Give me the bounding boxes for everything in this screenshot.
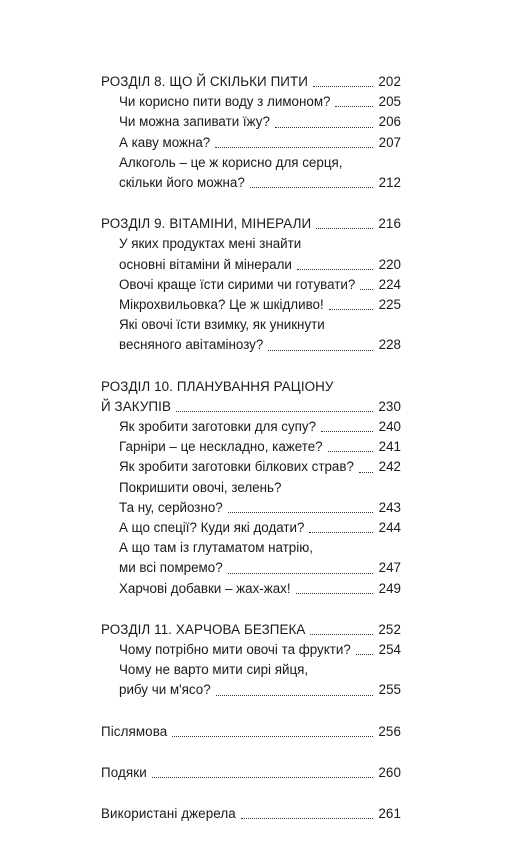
- toc-backmatter-entry: [101, 804, 401, 824]
- dot-leader: [275, 127, 373, 128]
- toc-chapter-heading-line-1: [101, 377, 401, 397]
- entry-title: Мікрохвильовка? Це ж шкідливо!: [119, 297, 324, 313]
- toc-entry: [101, 112, 401, 132]
- toc-afterword: [101, 722, 401, 742]
- entry-title: Які овочі їсти взимку, як уникнути: [119, 317, 325, 333]
- entry-title: Харчові добавки – жах-жах!: [119, 580, 291, 596]
- page-number: 230: [378, 398, 401, 414]
- entry-title: Чому не варто мити сирі яйця,: [119, 662, 309, 678]
- toc-entry-line-1: [101, 153, 401, 173]
- page-number: 228: [378, 337, 401, 353]
- entry-title: А що спеції? Куди які додати?: [119, 520, 305, 536]
- toc-chapter-heading: [101, 72, 401, 92]
- toc-entry-line-1: [101, 660, 401, 680]
- toc-entry-line-2: [101, 173, 401, 193]
- dot-leader: [316, 228, 373, 229]
- dot-leader: [360, 289, 373, 290]
- entry-title-continued: основні вітаміни й мінерали: [119, 256, 292, 272]
- toc-entry-line-2: [101, 680, 401, 700]
- entry-title-continued: скільки його можна?: [119, 175, 245, 191]
- page-number: 220: [378, 256, 401, 272]
- toc-chapter-heading: [101, 620, 401, 640]
- dot-leader: [216, 695, 373, 696]
- entry-title: У яких продуктах мені знайти: [119, 236, 302, 252]
- dot-leader: [321, 431, 373, 432]
- toc-entry-line-2: [101, 498, 401, 518]
- backmatter-title: Подяки: [101, 764, 147, 780]
- entry-title: Як зробити заготовки білкових страв?: [119, 459, 354, 475]
- entry-title: Алкоголь – це ж корисно для серця,: [119, 154, 343, 170]
- dot-leader: [172, 736, 373, 737]
- page-number: 256: [378, 723, 401, 739]
- toc-entry: [101, 457, 401, 477]
- dot-leader: [241, 818, 373, 819]
- toc-chapter-10: [101, 377, 401, 599]
- entry-title-continued: весняного авітамінозу?: [119, 337, 264, 353]
- dot-leader: [228, 573, 373, 574]
- table-of-contents: [101, 72, 401, 845]
- entry-title: Овочі краще їсти сирими чи готувати?: [119, 276, 356, 292]
- toc-entry: [101, 295, 401, 315]
- toc-references: [101, 804, 401, 824]
- chapter-title: РОЗДІЛ 9. ВІТАМІНИ, МІНЕРАЛИ: [101, 216, 312, 232]
- page-number: 212: [378, 175, 401, 191]
- page-number: 224: [378, 276, 401, 292]
- page-number: 255: [378, 682, 401, 698]
- page-number: 242: [378, 459, 401, 475]
- entry-title: Як зробити заготовки для супу?: [119, 419, 317, 435]
- toc-entry: [101, 437, 401, 457]
- page-number: 249: [378, 580, 401, 596]
- chapter-title-continued: Й ЗАКУПІВ: [101, 398, 171, 414]
- dot-leader: [310, 634, 373, 635]
- entry-title-continued: ми всі помремо?: [119, 560, 223, 576]
- entry-title: Гарніри – це нескладно, кажете?: [119, 439, 323, 455]
- page-number: 207: [378, 134, 401, 150]
- toc-chapter-heading-line-2: [101, 397, 401, 417]
- page-number: 241: [378, 439, 401, 455]
- page-number: 260: [378, 764, 401, 780]
- dot-leader: [359, 472, 373, 473]
- entry-title: Покришити овочі, зелень?: [119, 479, 282, 495]
- dot-leader: [152, 777, 373, 778]
- toc-chapter-9: [101, 214, 401, 355]
- page-number: 244: [378, 520, 401, 536]
- page-number: 252: [378, 621, 401, 637]
- page-number: 243: [378, 499, 401, 515]
- toc-entry-line-1: [101, 478, 401, 498]
- toc-entry-line-1: [101, 315, 401, 335]
- chapter-title: РОЗДІЛ 10. ПЛАНУВАННЯ РАЦІОНУ: [101, 378, 334, 394]
- dot-leader: [297, 269, 373, 270]
- toc-entry: [101, 133, 401, 153]
- page-number: 216: [378, 216, 401, 232]
- toc-chapter-11: [101, 620, 401, 701]
- toc-backmatter-entry: [101, 722, 401, 742]
- backmatter-title: Використані джерела: [101, 806, 236, 822]
- entry-title: Чому потрібно мити овочі та фрукти?: [119, 642, 351, 658]
- dot-leader: [356, 654, 373, 655]
- dot-leader: [309, 532, 373, 533]
- toc-entry: [101, 640, 401, 660]
- dot-leader: [296, 593, 373, 594]
- page-number: 254: [378, 642, 401, 658]
- toc-entry-line-1: [101, 538, 401, 558]
- toc-entry-line-2: [101, 255, 401, 275]
- toc-entry: [101, 518, 401, 538]
- dot-leader: [250, 187, 373, 188]
- toc-entry: [101, 275, 401, 295]
- dot-leader: [228, 512, 373, 513]
- backmatter-title: Післямова: [101, 723, 168, 739]
- toc-entry: [101, 92, 401, 112]
- dot-leader: [313, 86, 373, 87]
- entry-title: А що там із глутаматом натрію,: [119, 540, 313, 556]
- toc-entry: [101, 417, 401, 437]
- page-number: 240: [378, 419, 401, 435]
- page-number: 247: [378, 560, 401, 576]
- toc-chapter-8: [101, 72, 401, 193]
- page-number: 261: [378, 806, 401, 822]
- toc-entry-line-1: [101, 234, 401, 254]
- toc-entry-line-2: [101, 335, 401, 355]
- dot-leader: [335, 106, 373, 107]
- toc-chapter-heading: [101, 214, 401, 234]
- entry-title-continued: рибу чи м'ясо?: [119, 682, 211, 698]
- entry-title: Чи корисно пити воду з лимоном?: [119, 94, 331, 110]
- dot-leader: [176, 411, 373, 412]
- toc-entry-line-2: [101, 558, 401, 578]
- entry-title-continued: Та ну, серйозно?: [119, 499, 223, 515]
- toc-acknowledgements: [101, 763, 401, 783]
- entry-title: Чи можна запивати їжу?: [119, 114, 270, 130]
- dot-leader: [329, 309, 373, 310]
- chapter-title: РОЗДІЛ 8. ЩО Й СКІЛЬКИ ПИТИ: [101, 74, 309, 89]
- dot-leader: [268, 350, 373, 351]
- page-number: 206: [378, 114, 401, 130]
- dot-leader: [328, 451, 373, 452]
- dot-leader: [215, 147, 373, 148]
- toc-backmatter-entry: [101, 763, 401, 783]
- page-number: 205: [378, 94, 401, 110]
- page-number: 202: [378, 74, 401, 89]
- entry-title: А каву можна?: [119, 134, 211, 150]
- chapter-title: РОЗДІЛ 11. ХАРЧОВА БЕЗПЕКА: [101, 621, 306, 637]
- toc-entry: [101, 579, 401, 599]
- page-number: 225: [378, 297, 401, 313]
